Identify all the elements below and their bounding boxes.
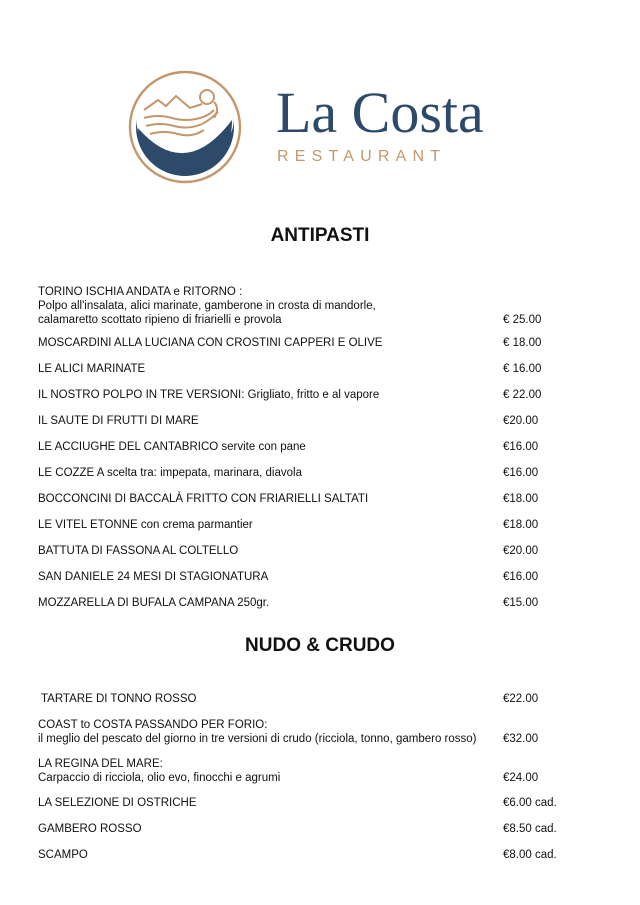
- item-price: €32.00: [503, 733, 539, 745]
- item-price: €22.00: [503, 693, 539, 705]
- item-name: LE ALICI MARINATE: [38, 363, 146, 375]
- item-name: MOSCARDINI ALLA LUCIANA CON CROSTINI CAPPERI E OLIVE: [38, 337, 383, 349]
- item-name: SCAMPO: [38, 849, 88, 861]
- section-title-antipasti: ANTIPASTI: [270, 225, 370, 246]
- item-name: IL SAUTE DI FRUTTI DI MARE: [38, 415, 199, 427]
- menu-item: [38, 388, 578, 402]
- item-name: GAMBERO ROSSO: [38, 823, 142, 835]
- item-name: IL NOSTRO POLPO IN TRE VERSIONI: Grigliato, fritto e al vapore: [38, 389, 380, 401]
- item-name: TORINO ISCHIA ANDATA e RITORNO :: [38, 286, 243, 298]
- menu-item: [38, 544, 578, 558]
- item-price: €16.00: [503, 571, 539, 583]
- item-price: €18.00: [503, 519, 539, 531]
- section-title-nudo-crudo: NUDO & CRUDO: [245, 635, 395, 656]
- menu-item: [38, 285, 578, 327]
- item-name: LA SELEZIONE DI OSTRICHE: [38, 797, 197, 809]
- menu-item: [38, 518, 578, 532]
- menu-item: [38, 336, 578, 350]
- menu-item: [38, 466, 578, 480]
- item-description: Polpo all'insalata, alici marinate, gamberone in crosta di mandorle,: [38, 300, 376, 312]
- item-price: € 25.00: [503, 314, 542, 326]
- item-price: €15.00: [503, 597, 539, 609]
- item-price: €20.00: [503, 415, 539, 427]
- brand-name: La Costa: [276, 80, 484, 145]
- item-price: €16.00: [503, 467, 539, 479]
- menu-item: [38, 848, 578, 862]
- menu-item: [38, 440, 578, 454]
- menu-item: [38, 570, 578, 584]
- restaurant-logo: [128, 70, 528, 188]
- item-name: COAST to COSTA PASSANDO PER FORIO:: [38, 719, 268, 731]
- item-name: BATTUTA DI FASSONA AL COLTELLO: [38, 545, 239, 557]
- item-name: SAN DANIELE 24 MESI DI STAGIONATURA: [38, 571, 269, 583]
- item-name: MOZZARELLA DI BUFALA CAMPANA 250gr.: [38, 597, 270, 609]
- item-price: € 18.00: [503, 337, 542, 349]
- menu-item: [38, 596, 578, 610]
- menu-item: [38, 362, 578, 376]
- item-price: €24.00: [503, 772, 539, 784]
- item-name: LE ACCIUGHE DEL CANTABRICO servite con pane: [38, 441, 306, 453]
- menu-item: [38, 796, 578, 810]
- item-name: TARTARE DI TONNO ROSSO: [38, 693, 197, 705]
- item-price: €16.00: [503, 441, 539, 453]
- item-price: € 16.00: [503, 363, 542, 375]
- item-price: €20.00: [503, 545, 539, 557]
- item-price: €6.00 cad.: [503, 797, 557, 809]
- item-description: il meglio del pescato del giorno in tre versioni di crudo (ricciola, tonno, gambero rosso): [38, 733, 477, 745]
- menu-item: [38, 822, 578, 836]
- item-name: LE COZZE A scelta tra: impepata, marinara, diavola: [38, 467, 302, 479]
- item-price: € 22.00: [503, 389, 542, 401]
- item-name: LE VITEL ETONNE con crema parmantier: [38, 519, 253, 531]
- menu-item: [38, 757, 578, 785]
- item-description: Carpaccio di ricciola, olio evo, finocchi e agrumi: [38, 772, 281, 784]
- menu-item: [38, 692, 578, 706]
- item-price: €18.00: [503, 493, 539, 505]
- menu-item: [38, 492, 578, 506]
- item-price: €8.50 cad.: [503, 823, 557, 835]
- item-name: LA REGINA DEL MARE:: [38, 758, 163, 770]
- menu-item: [38, 414, 578, 428]
- item-description: calamaretto scottato ripieno di friarielli e provola: [38, 314, 282, 326]
- logo-emblem-icon: [128, 70, 242, 184]
- brand-subtitle: RESTAURANT: [277, 148, 447, 165]
- menu-item: [38, 718, 578, 746]
- item-name: BOCCONCINI DI BACCALÀ FRITTO CON FRIARIELLI SALTATI: [38, 493, 369, 505]
- item-price: €8.00 cad.: [503, 849, 557, 861]
